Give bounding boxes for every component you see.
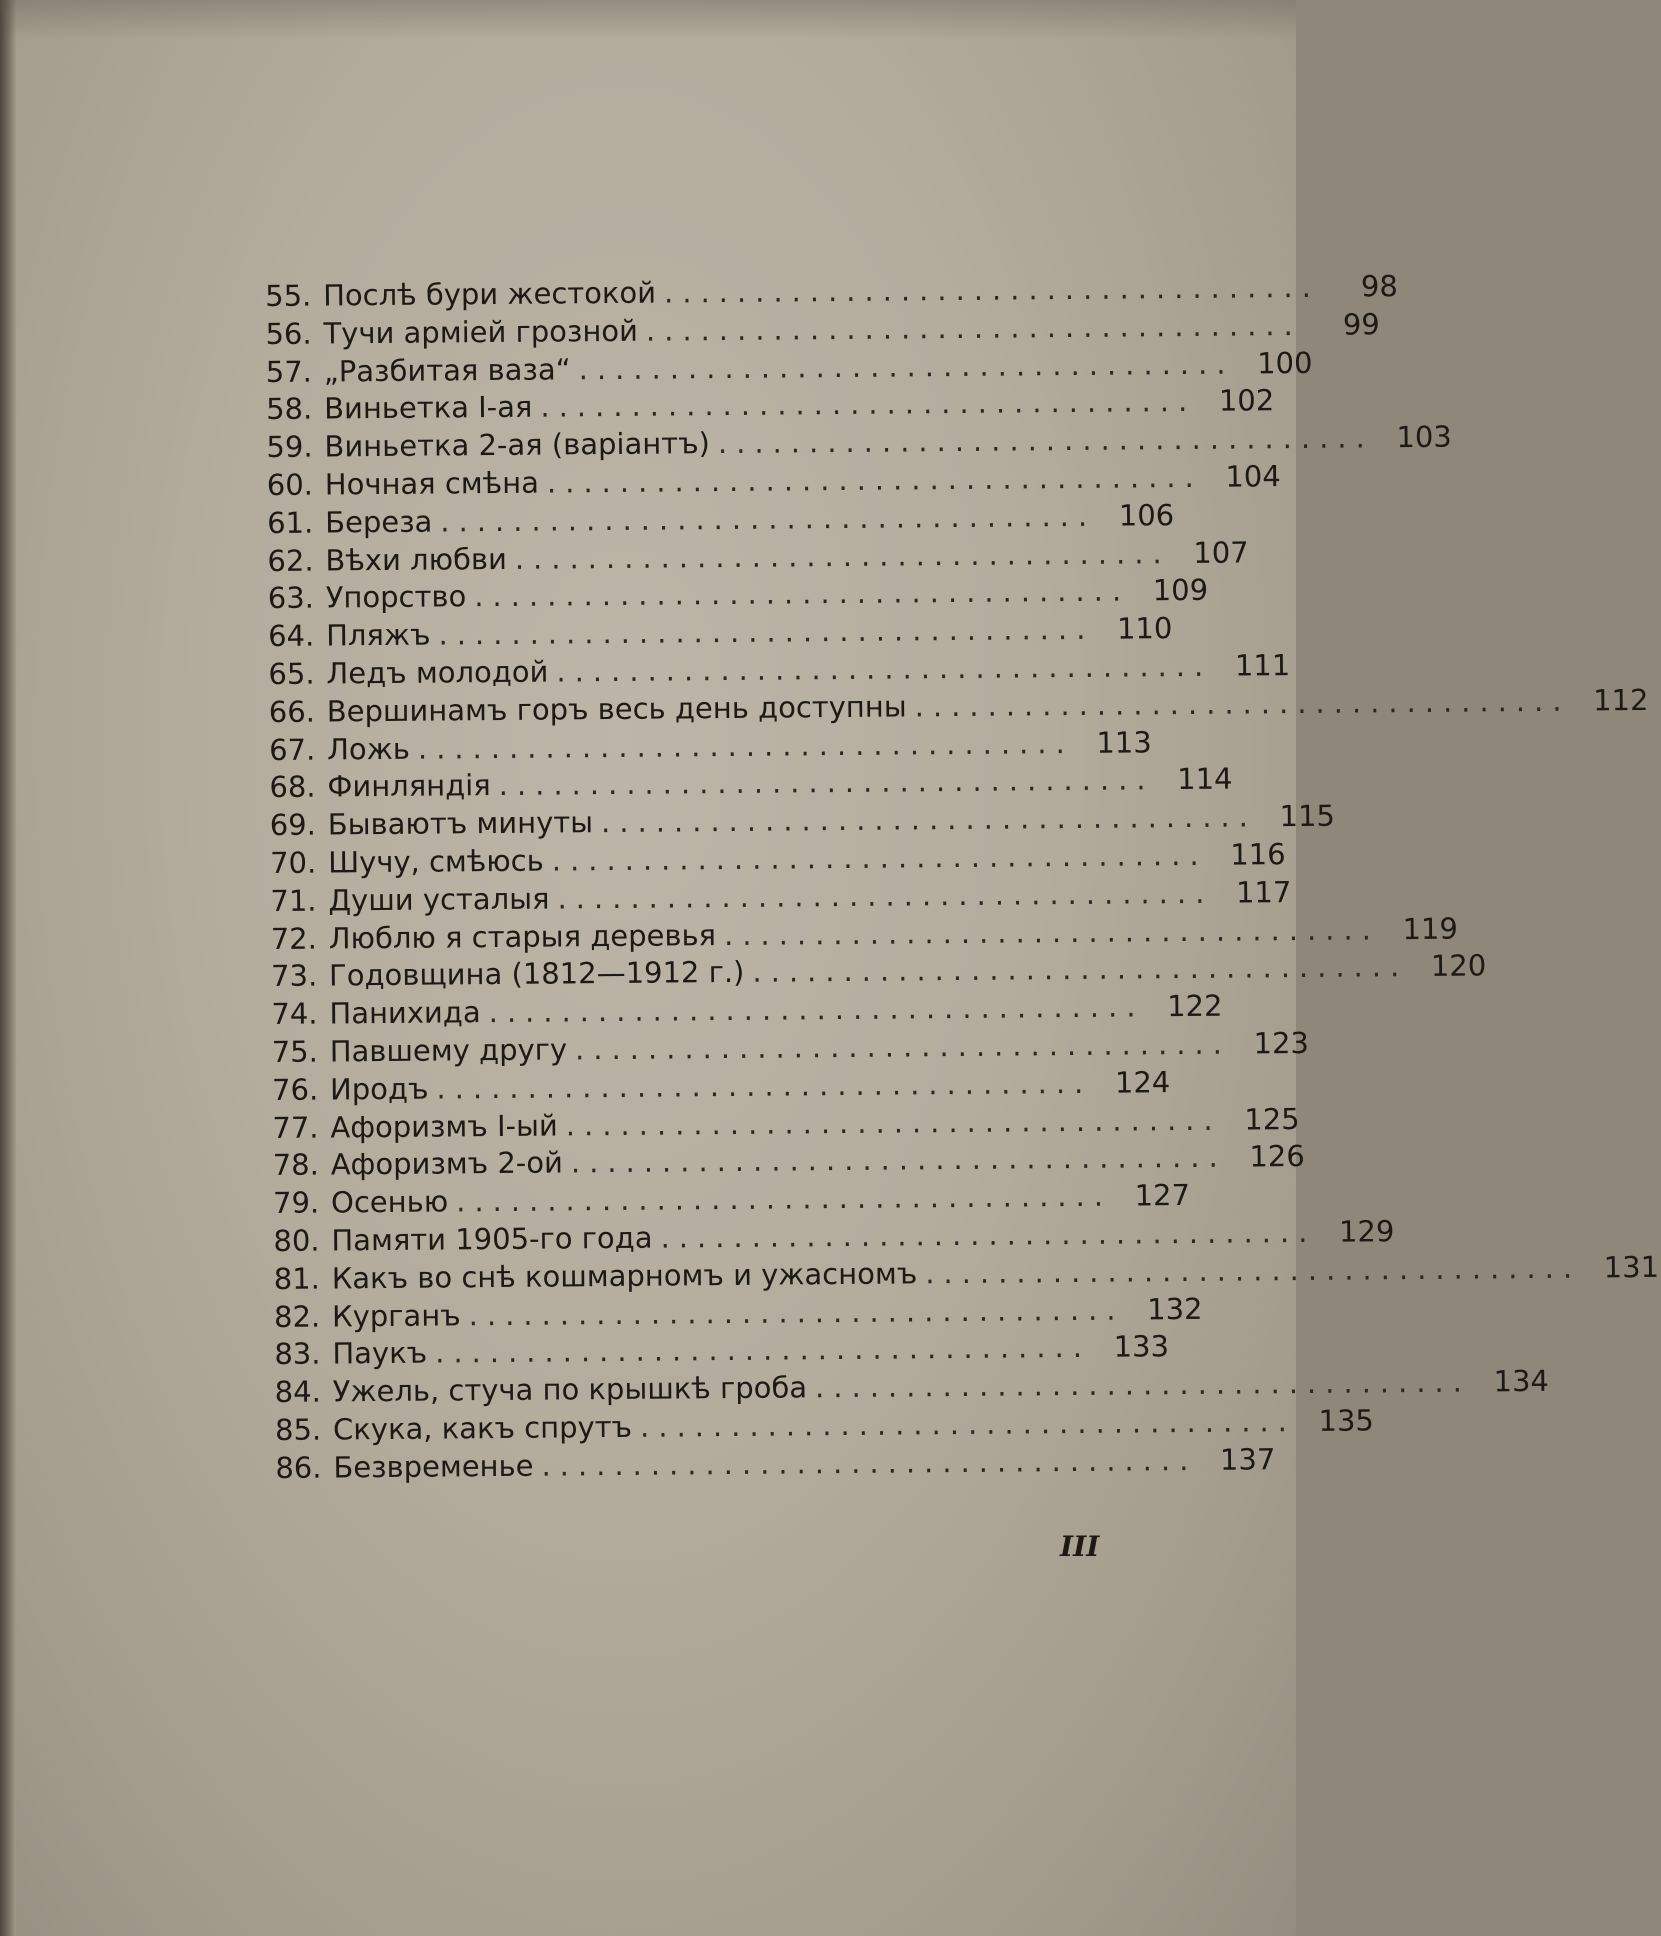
toc-entry-number: 74. [271,996,318,1032]
toc-entry-page: 137 [1219,1441,1276,1477]
toc-dot-leader: .................................... [434,1330,1092,1370]
toc-entry-number: 76. [271,1072,319,1107]
toc-entry-page: 112 [1592,682,1649,718]
toc-entry-number: 60. [266,467,314,502]
toc-entry-page: 129 [1338,1214,1395,1249]
toc-dot-leader: .................................... [717,420,1374,461]
toc-entry-title: Упорство [325,579,467,615]
toc-entry-number: 57. [265,354,313,389]
toc-entry-page: 120 [1430,948,1487,984]
toc-entry-page: 122 [1166,988,1223,1024]
toc-entry-number: 64. [267,618,315,654]
toc-entry-page: 127 [1134,1178,1191,1213]
toc-entry-title: Афоризмъ 2-ой [330,1145,564,1182]
toc-entry-title: Ледъ молодой [326,654,549,691]
toc-entry-page: 102 [1218,383,1275,419]
toc-entry-page: 114 [1177,761,1233,797]
toc-entry-number: 63. [267,580,315,616]
toc-entry-title: Виньетка I-ая [323,390,533,426]
toc-entry-title: Панихида [329,995,481,1031]
page-binding-edge [0,0,16,1936]
toc-entry-page: 119 [1402,911,1459,946]
toc-dot-leader: .................................... [574,1026,1232,1067]
toc-entry-number: 86. [275,1450,322,1485]
toc-dot-leader: .................................... [417,725,1074,766]
toc-entry-title: Люблю я старыя деревья [328,917,717,956]
toc-dot-leader: .................................... [723,911,1381,952]
toc-entry-page: 135 [1318,1403,1375,1438]
toc-dot-leader: .................................... [438,611,1095,652]
toc-entry-title: Шучу, смѣюсь [327,843,544,880]
toc-dot-leader: .................................... [645,307,1302,348]
toc-entry-page: 132 [1147,1291,1203,1326]
toc-dot-leader: .................................... [551,837,1208,878]
toc-dot-leader: .................................... [436,1065,1093,1106]
toc-entry-number: 75. [271,1034,319,1069]
toc-entry-number: 65. [268,656,315,691]
toc-entry-number: 77. [272,1110,319,1145]
toc-entry-number: 61. [266,505,314,540]
toc-entry-page: 131 [1603,1249,1660,1285]
toc-entry-page: 110 [1116,611,1173,646]
toc-entry-page: 116 [1230,837,1286,872]
toc-dot-leader: .................................... [663,269,1321,310]
toc-entry-page: 124 [1114,1064,1171,1100]
toc-dot-leader: .................................... [455,1178,1113,1219]
toc-dot-leader: .................................... [752,949,1409,990]
toc-entry-title: Паукъ [332,1335,428,1371]
toc-entry-page: 98 [1360,269,1399,304]
toc-dot-leader: .................................... [565,1102,1222,1142]
toc-entry-page: 107 [1193,535,1249,570]
toc-entry-number: 80. [273,1223,320,1258]
toc-entry-number: 70. [269,845,317,880]
toc-entry-page: 125 [1244,1101,1300,1137]
toc-entry-page: 126 [1249,1139,1305,1174]
toc-entry-page: 133 [1113,1329,1170,1364]
toc-entry-title: Годовщина (1812—1912 г.) [328,955,745,993]
toc-entry-title: Скука, какъ спрутъ [332,1409,633,1447]
toc-entry-number: 68. [269,769,316,805]
toc-entry-page: 106 [1118,497,1175,533]
toc-dot-leader: .................................... [556,648,1213,689]
toc-entry-page: 100 [1256,345,1313,380]
toc-entry-page: 117 [1235,874,1292,910]
toc-dot-leader: .................................... [546,459,1203,500]
toc-dot-leader: .................................... [474,573,1131,614]
toc-dot-leader: .................................... [660,1214,1317,1255]
toc-entry-page: 123 [1253,1025,1310,1061]
toc-dot-leader: .................................... [914,683,1571,724]
toc-entry-number: 71. [270,883,317,918]
toc-entry-title: Безвременье [333,1448,534,1485]
toc-entry-number: 81. [273,1261,321,1296]
toc-entry-title: Осенью [330,1184,449,1220]
toc-entry-title: Виньетка 2-ая (варіантъ) [324,426,711,464]
toc-dot-leader: .................................... [488,989,1145,1030]
toc-entry-title: Послѣ бури жестокой [323,275,657,313]
toc-entry-title: Афоризмъ I-ый [330,1108,558,1144]
page-number-folio: III [1060,1530,1100,1563]
toc-entry-number: 82. [273,1299,321,1334]
page-top-shadow [0,0,1296,40]
toc-entry-page: 111 [1234,648,1291,683]
toc-entry [275,1441,1276,1487]
toc-entry-title: Иродъ [329,1071,429,1107]
toc-entry-page: 99 [1342,307,1380,342]
toc-entry-title: Ложь [326,731,411,767]
toc-entry-number: 85. [274,1412,322,1447]
toc-entry-number: 69. [269,807,317,843]
toc-dot-leader: .................................... [600,799,1258,840]
toc-entry-number: 56. [265,316,312,351]
toc-entry-number: 67. [268,732,316,767]
toc-entry-page: 115 [1279,798,1336,834]
toc-entry-title: Вершинамъ горъ весь день доступны [326,689,907,729]
toc-entry-title: Курганъ [331,1297,461,1333]
toc-entry-title: Памяти 1905-го года [331,1220,653,1258]
toc-entry-number: 62. [267,543,314,578]
toc-entry-title: Бываютъ минуты [327,805,594,842]
toc-entry-number: 78. [272,1147,320,1183]
toc-entry-title: Пляжъ [325,617,431,653]
toc-entry-title: Вѣхи любви [325,541,507,578]
toc-dot-leader: .................................... [541,1442,1198,1483]
toc-entry-title: Души усталыя [328,881,550,918]
toc-entry-number: 73. [270,958,318,994]
table-of-contents [265,269,1660,1488]
toc-dot-leader: .................................... [814,1364,1472,1405]
toc-entry-title: Какъ во снѣ кошмарномъ и ужасномъ [331,1256,918,1296]
toc-entry-title: Береза [324,504,433,540]
toc-entry-title: Финляндія [327,768,491,804]
toc-entry-title: „Разбитая ваза“ [323,351,571,389]
toc-entry-number: 55. [265,278,312,313]
toc-entry-page: 113 [1096,724,1152,760]
toc-entry-number: 72. [270,921,318,956]
toc-dot-leader: .................................... [639,1403,1297,1444]
toc-dot-leader: .................................... [540,384,1197,424]
toc-entry-page: 104 [1225,459,1281,494]
toc-entry-page: 103 [1396,419,1452,455]
toc-dot-leader: .................................... [468,1292,1125,1332]
toc-dot-leader: .................................... [557,875,1214,916]
toc-entry-title: Павшему другу [329,1032,568,1069]
toc-entry-title: Тучи арміей грозной [323,313,639,351]
toc-entry-number: 79. [272,1185,320,1221]
toc-dot-leader: .................................... [498,762,1155,803]
toc-dot-leader: .................................... [570,1139,1227,1180]
toc-entry-page: 109 [1152,573,1209,608]
toc-dot-leader: .................................... [514,535,1171,576]
toc-entry-page: 134 [1493,1363,1550,1399]
toc-entry-title: Ужель, стуча по крышкѣ гроба [332,1370,808,1409]
toc-entry-number: 59. [266,429,313,465]
toc-dot-leader: .................................... [925,1250,1582,1290]
toc-entry-number: 66. [268,694,316,729]
toc-entry-title: Ночная смѣна [324,465,540,502]
toc-dot-leader: .................................... [440,498,1097,539]
toc-entry-number: 83. [274,1336,321,1372]
toc-dot-leader: .................................... [578,346,1235,386]
toc-entry-number: 84. [274,1374,321,1410]
toc-entry-number: 58. [265,391,313,427]
